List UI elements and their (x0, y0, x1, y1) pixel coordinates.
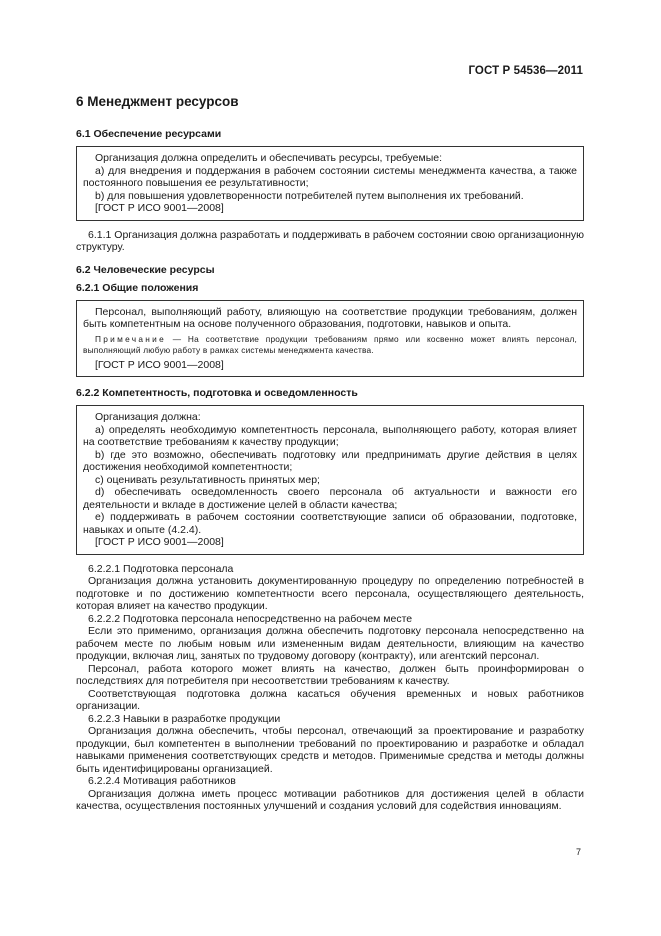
clause-heading: 6.2.2.2 Подготовка персонала непосредственно на рабочем месте (88, 612, 413, 625)
box-paragraph: Персонал, выполняющий работу, влияющую на соответствие продукции требованиям, должен быть компетентным на основе полученного образования, подготовки, навыков и опыта. (83, 305, 577, 330)
box-reference: [ГОСТ Р ИСО 9001—2008] (95, 202, 224, 214)
clause-heading: 6.2.2.4 Мотивация работников (88, 775, 236, 787)
page-content (76, 94, 584, 813)
paragraph-6-1-1: 6.1.1 Организация должна разработать и поддерживать в рабочем состоянии свою организационную структуру. (76, 228, 584, 253)
body-paragraph: Организация должна иметь процесс мотивации работников для достижения целей в области качества, осуществления постоянных улучшений и создания условий для содействия инновациям. (76, 787, 584, 812)
note (83, 334, 577, 356)
quote-box-6-2-2 (76, 405, 584, 555)
box-paragraph: a) для внедрения и поддержания в рабочем состоянии системы менеджмента качества, а также постоянного повышения ее результативности; (83, 164, 577, 189)
box-paragraph: e) поддерживать в рабочем состоянии соответствующие записи об образовании, подготовке, навыках и опыте (4.2.4). (83, 511, 577, 536)
body-text (76, 563, 584, 813)
clause-heading: 6.2.2.1 Подготовка персонала (88, 562, 234, 575)
page-number: 7 (575, 847, 581, 857)
box-paragraph: c) оценивать результативность принятых мер; (95, 473, 320, 486)
quote-box-6-2-1 (76, 300, 584, 378)
body-paragraph: Организация должна обеспечить, чтобы персонал, отвечающий за проектирование и разработку продукции, был компетентен в выполнении требований по проектированию и разработке и обладал навыками применения соответствующих средств и методов. Применимые средства и методы должны быть идентифицированы организацией. (76, 725, 584, 775)
subsection-6-1-title: 6.1 Обеспечение ресурсами (76, 128, 222, 140)
body-paragraph: Организация должна установить документированную процедуру по определению потребностей в подготовке и по достижению компетентности всего персонала, осуществляющего деятельность, которая влияет на качество продукции. (76, 575, 584, 612)
box-reference: [ГОСТ Р ИСО 9001—2008] (95, 536, 224, 548)
box-paragraph: b) где это возможно, обеспечивать подготовку или предпринимать другие действия в целях достижения необходимой компетентности; (83, 448, 577, 473)
quote-box-6-1 (76, 146, 584, 221)
subsection-6-2-title: 6.2 Человеческие ресурсы (76, 263, 215, 276)
box-paragraph: a) определять необходимую компетентность персонала, выполняющего работу, которая влияет на соответствие требованиям к качеству продукции; (83, 423, 577, 448)
box-paragraph: b) для повышения удовлетворенности потребителей путем выполнения их требований. (95, 189, 524, 202)
box-paragraph: Организация должна определить и обеспечивать ресурсы, требуемые: (95, 152, 443, 164)
paragraph-6-1-1-block (76, 229, 584, 254)
document-code: ГОСТ Р 54536—2011 (468, 65, 583, 77)
box-reference: [ГОСТ Р ИСО 9001—2008] (95, 358, 224, 371)
note-label: Примечание (95, 333, 167, 344)
body-paragraph: Персонал, работа которого может влиять на качество, должен быть проинформирован о последствиях для потребителя при несоответствии требованиям к качеству. (76, 662, 584, 687)
body-paragraph: Соответствующая подготовка должна касаться обучения временных и новых работников организации. (76, 687, 584, 712)
subsection-6-2-1-title: 6.2.1 Общие положения (76, 281, 199, 294)
section-title: 6 Менеджмент ресурсов (76, 94, 239, 109)
box-paragraph: d) обеспечивать осведомленность своего персонала об актуальности и важности его деятельности и вкладе в достижение целей в области качества; (83, 486, 577, 511)
clause-heading: 6.2.2.3 Навыки в разработке продукции (88, 712, 281, 725)
box-paragraph: Организация должна: (95, 411, 201, 423)
note-text: — На соответствие продукции требованиям прямо или косвенно может влиять персонал, выполняющий любую работу в рамках системы менеджмента качества. (83, 333, 577, 355)
body-paragraph: Если это применимо, организация должна обеспечить подготовку персонала непосредственно на рабочем месте по любым новым или измененным видам деятельности, влияющим на качество продукции, включая лиц, занятых по трудовому договору (контракту), или агентский персонал. (76, 625, 584, 662)
subsection-6-2-2-title: 6.2.2 Компетентность, подготовка и осведомленность (76, 387, 358, 399)
